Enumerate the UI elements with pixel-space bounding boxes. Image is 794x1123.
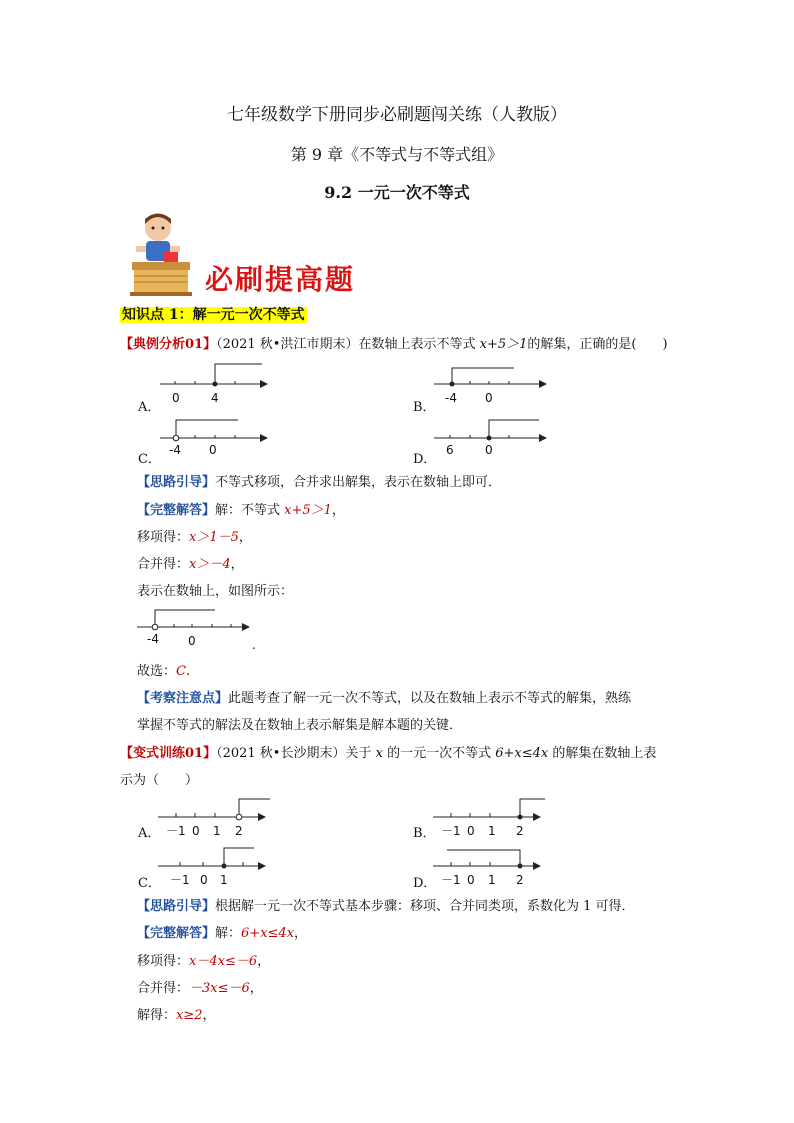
tick-label: 0 xyxy=(485,443,493,457)
example1-option-a-axis[interactable] xyxy=(160,360,270,410)
variant1-step4: 解得：x≥2， xyxy=(137,1008,216,1023)
tick-label: 4 xyxy=(211,391,219,405)
example1-show-text: 表示在数轴上，如图所示： xyxy=(137,584,294,599)
tick-label: 0 xyxy=(200,873,208,887)
variant1-step2: 移项得：x－4x≤－6， xyxy=(137,954,271,969)
tick-label: 0 xyxy=(192,824,200,838)
example1-option-d-label[interactable]: D． xyxy=(413,452,437,467)
example1-step2: 移项得：x＞1－5， xyxy=(137,530,252,545)
variant1-step3: 合并得：－3x≤－6， xyxy=(137,981,263,996)
tick-label: 1 xyxy=(213,824,221,838)
tick-label: 0 xyxy=(485,391,493,405)
example1-hint: 【思路引导】不等式移项，合并求出解集，表示在数轴上即可． xyxy=(137,475,502,490)
example1-option-b-label[interactable]: B． xyxy=(413,400,436,415)
example1-option-c-label[interactable]: C． xyxy=(138,452,161,467)
tick-label: 0 xyxy=(172,391,180,405)
example1-choice: 故选：C. xyxy=(137,664,191,679)
example1-option-a-label[interactable]: A． xyxy=(138,400,161,415)
doc-title: 七年级数学下册同步必刷题闯关练（人教版） xyxy=(227,105,567,125)
variant1-option-b-label[interactable]: B． xyxy=(413,826,436,841)
example1-note-line2: 掌握不等式的解法及在数轴上表示解集是解本题的关键． xyxy=(137,718,463,733)
figure-period: . xyxy=(252,638,256,652)
tick-label: －1 xyxy=(441,824,461,838)
variant1-hint: 【思路引导】根据解一元一次不等式基本步骤：移项、合并同类项，系数化为 1 可得． xyxy=(137,899,635,914)
variant1-option-a-label[interactable]: A． xyxy=(138,826,161,841)
tick-label: 6 xyxy=(446,443,454,457)
variant1-question-line2: 示为（ ） xyxy=(120,773,199,788)
chapter-title: 第 9 章《不等式与不等式组》 xyxy=(290,145,504,164)
tick-label: -4 xyxy=(445,391,457,405)
tick-label: 1 xyxy=(488,873,496,887)
tick-label: 1 xyxy=(220,873,228,887)
variant1-option-c-axis[interactable] xyxy=(158,844,278,892)
knowledge-point: 知识点 1：解一元一次不等式 xyxy=(122,307,305,323)
variant1-option-d-label[interactable]: D． xyxy=(413,876,437,891)
tick-label: 2 xyxy=(516,873,524,887)
example1-question: 【典例分析01】（2021 秋•洪江市期末）在数轴上表示不等式 x+5＞1的解集，正确的是( ) xyxy=(120,337,668,352)
tick-label: －1 xyxy=(441,873,461,887)
section-title: 9.2 一元一次不等式 xyxy=(324,183,470,202)
variant1-option-d-axis[interactable] xyxy=(433,844,553,892)
variant1-option-b-axis[interactable] xyxy=(433,795,553,843)
tick-label: 0 xyxy=(467,873,475,887)
example1-note: 【考察注意点】此题考查了解一元一次不等式，以及在数轴上表示不等式的解集，熟练 xyxy=(137,691,632,706)
tick-label: 2 xyxy=(516,824,524,838)
tick-label: 0 xyxy=(467,824,475,838)
tick-label: 0 xyxy=(188,634,196,648)
tick-label: 0 xyxy=(209,443,217,457)
example1-option-b-axis[interactable] xyxy=(434,360,554,410)
tick-label: -4 xyxy=(147,632,159,646)
banner-title: 必刷提高题 xyxy=(205,263,356,296)
variant1-option-a-axis[interactable] xyxy=(158,795,278,843)
example1-step3: 合并得：x＞－4， xyxy=(137,557,244,572)
variant1-option-c-label[interactable]: C． xyxy=(138,876,161,891)
tick-label: 1 xyxy=(488,824,496,838)
variant1-question: 【变式训练01】（2021 秋•长沙期末）关于 x 的一元一次不等式 6+x≤4x 的解集在数轴上表 xyxy=(120,746,657,761)
example1-option-c-axis[interactable] xyxy=(160,412,275,462)
tick-label: －1 xyxy=(166,824,186,838)
teacher-illustration xyxy=(128,210,208,298)
variant1-solution: 【完整解答】解：6+x≤4x， xyxy=(137,926,308,941)
tick-label: 2 xyxy=(235,824,243,838)
tick-label: －1 xyxy=(170,873,190,887)
tick-label: -4 xyxy=(169,443,181,457)
example1-solution-axis xyxy=(137,603,267,653)
example1-option-d-axis[interactable] xyxy=(434,412,554,462)
example1-solution: 【完整解答】解：不等式 x+5＞1， xyxy=(137,503,345,518)
